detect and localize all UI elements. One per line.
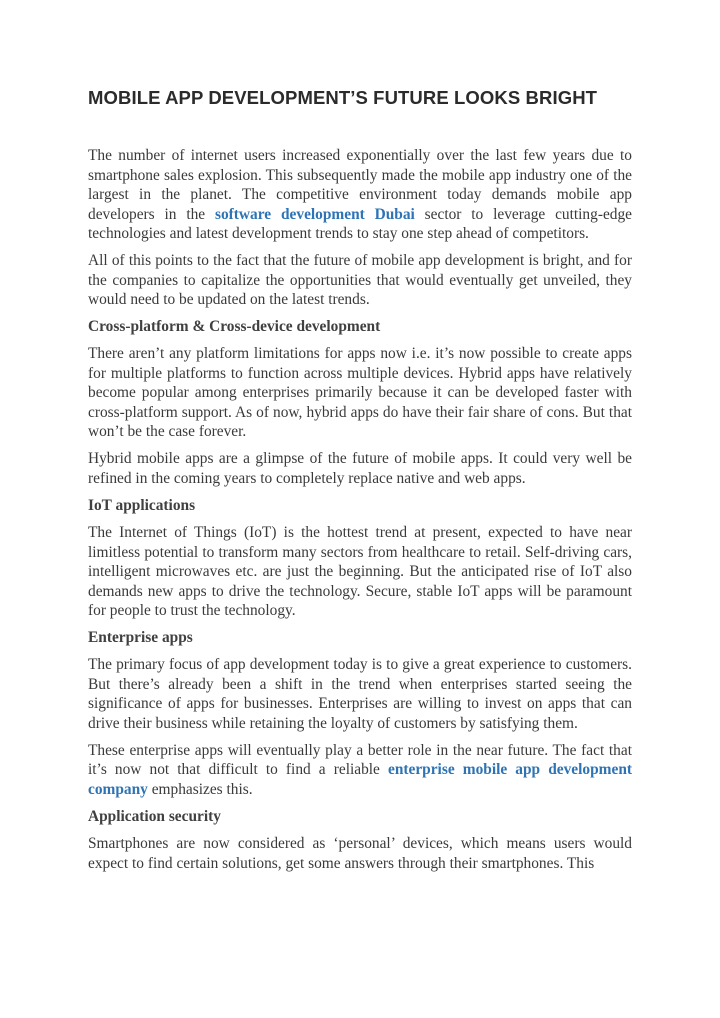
software-development-dubai-link[interactable]: software development Dubai (215, 205, 415, 223)
intro-p1-text-start: The number of internet users increased exponentially over the last few years due to smartphone sales explosion. This subsequently made the mobile app industry one of the largest in the planet. The competitive environment today demands mobile app developers in the (88, 147, 632, 223)
enterprise-p2-text-end: emphasizes this. (147, 780, 253, 798)
enterprise-paragraph-1: The primary focus of app development today is to give a great experience to customers. But there’s already been a shift in the trend when enterprises started seeing the significance of apps for businesses. Enterprises are willing to invest on apps that can drive their business while retaining the loyalty of customers by satisfying them. (88, 656, 632, 732)
iot-paragraph-1: The Internet of Things (IoT) is the hottest trend at present, expected to have near limitless potential to transform many sectors from healthcare to retail. Self-driving cars, intelligent microwaves etc. are just the beginning. But the anticipated rise of IoT also demands new apps to drive the technology. Secure, stable IoT apps will be paramount for people to trust the technology. (88, 524, 632, 620)
section-heading-security: Application security (88, 807, 221, 825)
document-page (88, 0, 632, 881)
intro-p1-text-end: sector to leverage cutting-edge technologies and latest development trends to stay one step ahead of competitors. (88, 205, 632, 242)
page-title: MOBILE APP DEVELOPMENT’S FUTURE LOOKS BRIGHT (88, 87, 598, 108)
security-paragraph-1: Smartphones are now considered as ‘personal’ devices, which means users would expect to find certain solutions, get some answers through their smartphones. This (88, 835, 632, 872)
intro-paragraph-1 (88, 146, 632, 244)
article-body (88, 146, 632, 873)
enterprise-mobile-app-development-company-link[interactable]: enterprise mobile app development company (88, 761, 632, 798)
cross-platform-paragraph-2: Hybrid mobile apps are a glimpse of the future of mobile apps. It could very well be refined in the coming years to completely replace native and web apps. (88, 450, 632, 487)
enterprise-p2-text-start: These enterprise apps will eventually play a better role in the near future. The fact that it’s now not that difficult to find a reliable (88, 741, 632, 779)
enterprise-paragraph-2 (88, 741, 632, 800)
section-heading-enterprise: Enterprise apps (88, 629, 193, 647)
section-heading-cross-platform: Cross-platform & Cross-device development (88, 318, 381, 336)
intro-paragraph-2: All of this points to the fact that the future of mobile app development is bright, and for the companies to capitalize the opportunities that would eventually get unveiled, they would need to be updated on the latest trends. (88, 252, 632, 309)
section-heading-iot: IoT applications (88, 496, 196, 514)
cross-platform-paragraph-1: There aren’t any platform limitations for apps now i.e. it’s now possible to create apps for multiple platforms to function across multiple devices. Hybrid apps have relatively become popular among enterprises primarily because it can be developed faster with cross-platform support. As of now, hybrid apps do have their fair share of cons. But that won’t be the case forever. (88, 345, 632, 441)
